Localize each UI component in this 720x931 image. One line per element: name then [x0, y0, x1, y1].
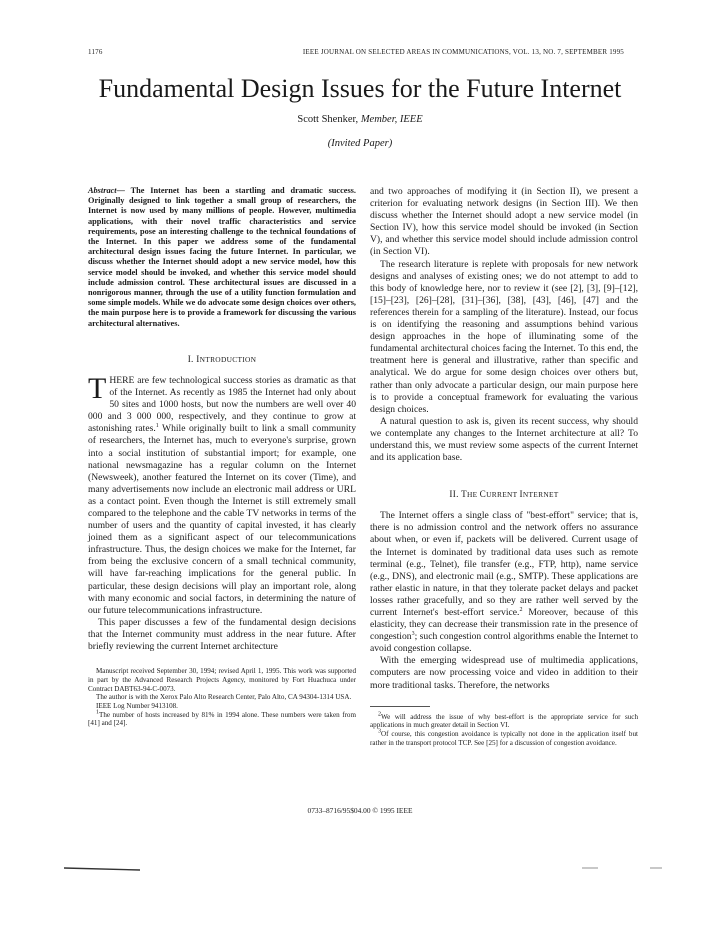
footnotes-right — [370, 713, 638, 748]
author-line — [0, 114, 720, 125]
author-name: Scott Shenker, — [297, 114, 359, 125]
footnote-1: $^1$The number of hosts increased by 81% in 1994 alone. These numbers were taken from [41] and [24]. — [88, 709, 356, 728]
paper-title: Fundamental Design Issues for the Future Internet — [98, 74, 622, 103]
intro-paragraph-1: THERE are few technological success stories as dramatic as that of the Internet. As recently as 1985 the Internet had only about 50 sites and 1000 hosts, but now the numbers are well over 40 000 and 3 000 000, respectively, and they continue to grow at astonishing rates.$^1$ While originally built to link a small community of researchers, the Internet has, much to everyone's surprise, grown into a social institution of substantial import; for example, one national newsmagazine has a regular column on the Internet (Newsweek), another featured the Internet on its cover (Time), and many advertisements now include an electronic mail address or URL as a contact point. Even though the Internet is still extremely small compared to the telephone and the cable TV networks in terms of the number of users and the quantity of capital invested, it has clearly joined them as a significant aspect of our telecommunications infrastructure. Thus, the design choices we make for the Internet, far from being the exclusive concern of a small technical community, will have far-reaching implications for the general public. In particular, these design decisions will play an important role, along with many economic and social factors, in determining the nature of our future telecommunications infrastructure. — [88, 371, 356, 616]
right-paragraph-3: A natural question to ask is, given its recent success, why should we contemplate any changes to the Internet architecture at all? To understand this, we must review some aspects of the current Internet and its application base. — [370, 415, 638, 464]
scan-marks — [0, 866, 720, 876]
right-paragraph-4: The Internet offers a single class of "best-effort" service; that is, there is no admission control and the network offers no assurance about when, or even if, packets will be delivered. Current usage of the Internet is dominated by traditional data uses such as remote terminal (e.g., Telnet), file transfer (e.g., FTP, http), name service (e.g., DNS), and electronic mail (e.g., SMTP). These applications are rather elastic in nature, in that they tolerate packet delays and packet losses rather gracefully, and so they are rather well served by the current Internet's best-effort service.$^2$ Moreover, because of this elasticity, they can decrease their transmission rate in the presence of congestion$^3$; such congestion control algorithms enable the Internet to avoid congestion collapse. — [370, 510, 638, 655]
author-membership: Member, IEEE — [360, 114, 423, 125]
journal-name: IEEE JOURNAL ON SELECTED AREAS IN COMMUNICATIONS, VOL. 13, NO. 7, SEPTEMBER 1995 — [302, 48, 624, 56]
drop-cap: T — [88, 371, 107, 405]
intro-paragraph-2: This paper discusses a few of the fundamental design decisions that the Internet community must address in the near future. After briefly reviewing the current Internet architecture — [88, 616, 356, 652]
manuscript-note: Manuscript received September 30, 1994; revised April 1, 1995. This work was supported in part by the Advanced Research Projects Agency, monitored by Fort Huachuca under Contract DABT63-94-C-0073. — [88, 667, 356, 693]
abstract — [88, 186, 356, 329]
section-heading-introduction: I. INTRODUCTION — [187, 353, 257, 364]
invited-note: (Invited Paper) — [327, 138, 393, 149]
right-paragraph-5: With the emerging widespread use of multimedia applications, computers are now processing voice and video in addition to their more traditional tasks. Therefore, the networks — [370, 655, 638, 691]
copyright-footer: 0733–8716/95$04.00 © 1995 IEEE — [307, 806, 413, 815]
footnote-separator — [370, 706, 430, 707]
abstract-text: The Internet has been a startling and dramatic success. Originally designed to link together a small group of researchers, the Internet is now used by many millions of people. However, multimedia applications, with their novel traffic characteristics and service requirements, pose an interesting challenge to the technical foundations of the Internet. In this paper we address some of the fundamental architectural design issues facing the future Internet. In particular, we discuss whether the Internet should adopt a new service model, how this service model should be invoked, and whether this service model should include admission control. These architectural issues are discussed in a nonrigorous manner, through the use of a utility function formulation and some simple models. While we do advocate some design choices over others, the main purpose here is to provide a framework for discussing the various architectural alternatives. — [88, 186, 356, 328]
scan-mark-left — [64, 868, 140, 870]
ieee-log-number: IEEE Log Number 9413108. — [96, 701, 178, 710]
abstract-label: Abstract— — [88, 186, 125, 195]
right-paragraph-1: and two approaches of modifying it (in Section II), we present a criterion for evaluating network designs (in Section III). We then discuss whether the Internet should adopt a new service model (in Section IV), how this service model should be invoked (in Section V), and whether this service model should include admission control (in Section VI). — [370, 186, 638, 258]
left-column — [88, 186, 356, 728]
footnote-ref-2: 2 — [519, 606, 523, 613]
section-heading-current-internet: II. THE CURRENT INTERNET — [449, 489, 559, 500]
footnote-ref-1: 1 — [155, 423, 159, 430]
right-paragraph-2: The research literature is replete with proposals for new network designs and analyses of existing ones; we do not attempt to add to this body of knowledge here, nor to review it (see [2], [3], [9]–[12], [15]–[23], [26]–[28], [31]–[36], [38], [43], [46], [47] and the references therein for a sampling of the literature). Instead, our focus is on identifying the reasoning and assumptions behind various design approaches in the hope of illuminating some of the fundamental architectural choices facing the Internet. To this end, the treatment here is general and illustrative, rather than specific and analytical. We do argue for some design choices over others but, rather than only advocate a particular design, our main purpose here is to provide a conceptual framework for evaluating the various design choices. — [370, 258, 638, 415]
author-affiliation: The author is with the Xerox Palo Alto Research Center, Palo Alto, CA 94304-1314 USA. — [96, 693, 352, 702]
footnote-ref-3: 3 — [411, 631, 415, 637]
footnote-2: $^2$We will address the issue of why best-effort is the appropriate service for such applications in much greater detail in Section VI. — [370, 711, 638, 730]
footnote-3: $^3$Of course, this congestion avoidance is typically not done in the application itself but rather in the transport protocol TCP. See [25] for a discussion of congestion avoidance. — [370, 728, 638, 747]
right-column — [370, 186, 638, 747]
footnotes-left — [88, 667, 356, 728]
page-number: 1176 — [88, 48, 103, 56]
